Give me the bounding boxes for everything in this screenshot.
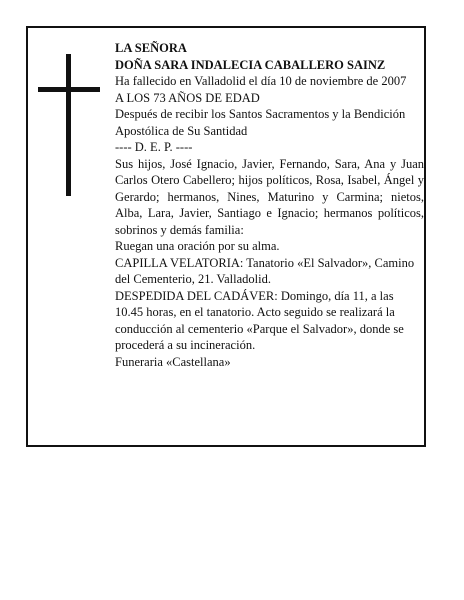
death-statement: Ha fallecido en Valladolid el día 10 de noviembre de 2007 [115, 74, 407, 88]
age-statement: A LOS 73 AÑOS DE EDAD [115, 90, 260, 105]
sacraments-statement: Después de recibir los Santos Sacramentos y la Bendición Apostólica de Su Santidad [115, 107, 406, 138]
notice-title: LA SEÑORA [115, 41, 187, 55]
funeral-home: Funeraria «Castellana» [115, 354, 231, 369]
family-list: Sus hijos, José Ignacio, Javier, Fernando, Sara, Ana y Juan Carlos Otero Cabellero; hijos políticos, Rosa, Isabel, Ángel y Gerardo; hermanos, Nines, Maturino y Carmina; nietos, Alba, Lara, Javier, Santiago e Ignacio; hermanos políticos, sobrinos y demás familia: [115, 156, 424, 237]
cross-icon [38, 54, 100, 196]
prayer-request: Ruegan una oración por su alma. [115, 239, 280, 253]
cross-horizontal-bar [38, 87, 100, 92]
rip-line: ---- D. E. P. ---- [115, 140, 193, 154]
wake-info: CAPILLA VELATORIA: Tanatorio «El Salvador», Camino del Cementerio, 21. Valladolid. [115, 255, 415, 286]
farewell-info: DESPEDIDA DEL CADÁVER: Domingo, día 11, a las 10.45 horas, en el tanatorio. Acto seguido se realizará la conducción al cementerio «Parque el Salvador», donde se procederá a su incineración. [115, 288, 404, 352]
deceased-name: DOÑA SARA INDALECIA CABALLERO SAINZ [115, 57, 386, 72]
cross-vertical-bar [66, 54, 71, 196]
notice-text [115, 40, 424, 370]
obituary-notice [26, 26, 426, 447]
